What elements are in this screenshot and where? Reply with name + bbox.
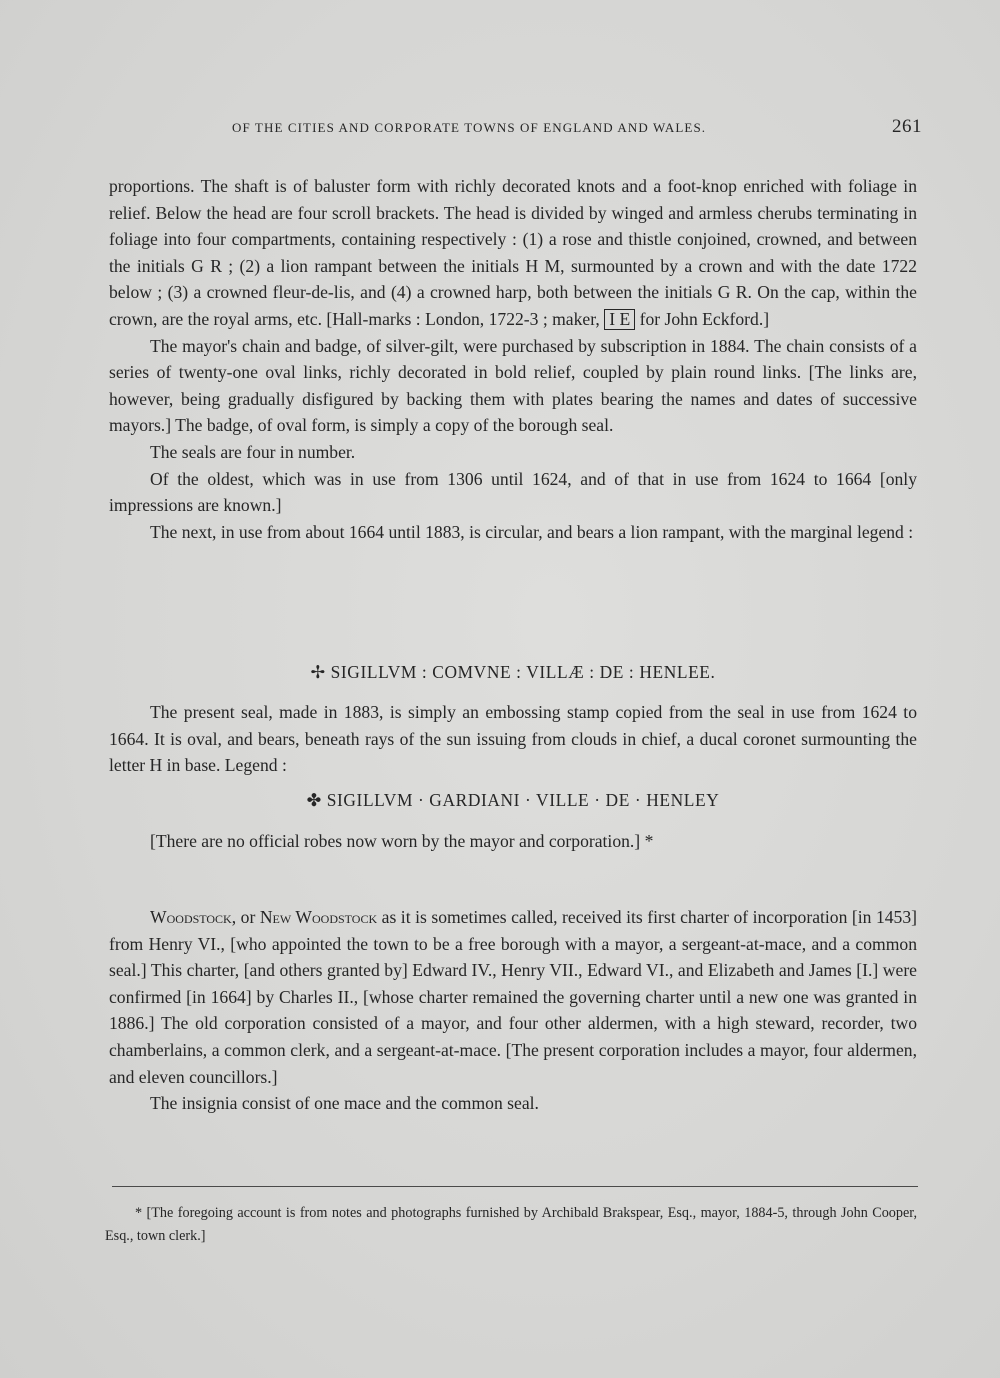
present-seal-paragraph: The present seal, made in 1883, is simply an embossing stamp copied from the seal in use from 1624 to 1664. It is oval, and bears, beneath rays of the sun issuing from clouds in chief, a ducal coronet surmounting the letter H in base. Legend : — [109, 702, 917, 776]
mace-description-text: proportions. The shaft is of baluster form with richly decorated knots and a foot-knop enriched with foliage in relief. Below the head are four scroll brackets. The head is divided by winged and armless cherubs terminating in foliage into four compartments, containing respectively : (1) a rose and thistle conjoined, crowned, and between the initials G R ; (2) a lion rampant between the initials H M, surmounted by a crown and with the date 1722 below ; (3) a crowned fleur-de-lis, and (4) a crowned harp, both between the initials G R. On the cap, within the crown, are the royal arms, etc. [Hall-marks : London, 1722-3 ; maker, — [109, 176, 917, 329]
robes-section — [109, 828, 917, 855]
running-head — [232, 116, 922, 137]
seal-legend-henley: ✤ SIGILLVM · GARDIANI · VILLE · DE · HENLEY — [306, 790, 720, 810]
woodstock-insignia-paragraph: The insignia consist of one mace and the common seal. — [150, 1093, 539, 1114]
present-seal-section — [109, 699, 917, 779]
footnote — [105, 1202, 917, 1248]
makers-mark-box: I E — [604, 309, 635, 330]
next-seal-paragraph: The next, in use from about 1664 until 1883, is circular, and bears a lion rampant, with the marginal legend : — [150, 521, 914, 542]
woodstock-charter-text: as it is sometimes called, received its first charter of incorporation [in 1453] from Henry VI., [who appointed the town to be a free borough with a mayor, a sergeant-at-mace, and a common seal.] This charter, [and others granted by] Edward IV., Henry VII., Edward VI., and Elizabeth and James [I.] were confirmed [in 1664] by Charles II., [whose charter remained the governing charter until a new one was granted in 1886.] The old corporation consisted of a mayor, and four other aldermen, with a high steward, recorder, two chamberlains, a common clerk, and a sergeant-at-mace. [The present corporation includes a mayor, four aldermen, and eleven councillors.] — [109, 907, 918, 1087]
seal-legend-henlee: ✢ SIGILLVM : COMVNE : VILLÆ : DE : HENLEE. — [310, 662, 716, 682]
woodstock-charter-paragraph — [109, 904, 917, 1090]
footnote-divider — [112, 1186, 918, 1187]
woodstock-name: Woodstock — [150, 907, 232, 927]
woodstock-section — [109, 904, 917, 1117]
running-title: OF THE CITIES AND CORPORATE TOWNS OF ENGLAND AND WALES. — [232, 120, 707, 135]
oldest-seals-paragraph: Of the oldest, which was in use from 1306 until 1624, and of that in use from 1624 to 1664 [only impressions are known.] — [109, 468, 917, 516]
footnote-text: * [The foregoing account is from notes and photographs furnished by Archibald Brakspear, Esq., mayor, 1884-5, through John Cooper, Esq., town clerk.] — [105, 1205, 917, 1244]
mace-description-paragraph — [109, 173, 917, 333]
mace-description-end: for John Eckford.] — [639, 308, 770, 329]
chain-badge-paragraph: The mayor's chain and badge, of silver-gilt, were purchased by subscription in 1884. The chain consists of a series of twenty-one oval links, richly decorated in bold relief, coupled by plain round links. [The links are, however, being gradually disfigured by backing them with plates bearing the names and dates of successive mayors.] The badge, of oval form, is simply a copy of the borough seal. — [109, 335, 917, 436]
page-number: 261 — [892, 116, 922, 137]
woodstock-or: , or — [231, 907, 256, 927]
robes-paragraph: [There are no official robes now worn by the mayor and corporation.] * — [150, 831, 654, 851]
henley-section — [109, 173, 917, 545]
seals-count-paragraph: The seals are four in number. — [150, 441, 356, 462]
new-woodstock-name: New Woodstock — [259, 907, 378, 927]
